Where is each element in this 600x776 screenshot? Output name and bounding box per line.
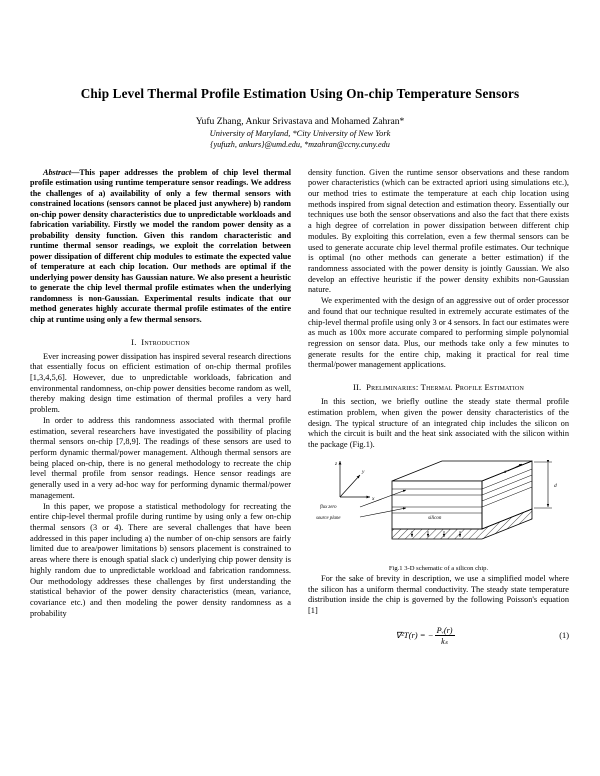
abstract-label: Abstract—: [43, 167, 80, 177]
chip-schematic-svg: [308, 459, 569, 563]
abstract-text: This paper addresses the problem of chip level thermal profile estimation using runtime temperature sensor readings. We address the challenges of a) availability of only a few thermal sensors with constrained locations (sensors cannot be placed just anywhere) b) random on-chip power density characteristics due to unpredictable workloads and fabrication variability. Firstly we model the random power density as a probability density function. Given this random characteristic and runtime thermal sensor readings, we exploit the correlation between power dissipation of different chip modules to estimate the expected value of temperature at each chip location. Our methods are optimal if the underlying power density has Gaussian nature. We also present a heuristic to generate the chip level thermal profile estimates when the underlying randomness is non-Gaussian. Experimental results indicate that our method generates highly accurate thermal profile estimates of the entire chip at runtime using only a few thermal sensors.: [30, 167, 291, 324]
equation-1-fraction: [435, 626, 455, 646]
section-number-2: II.: [352, 382, 362, 393]
figure-thickness-label: d: [554, 482, 557, 489]
axes-group: [340, 461, 370, 497]
section-title: Introduction: [141, 336, 190, 347]
axis-label-y: y: [362, 468, 365, 475]
axis-label-z: z: [335, 460, 338, 467]
section-heading-introduction: [30, 337, 291, 347]
affiliation-line: University of Maryland, *City University of New York: [209, 128, 391, 138]
axis-label-x: x: [372, 495, 375, 502]
intro-paragraph-2: In order to address this randomness associated with thermal profile estimation, several researchers have investigated the possibility of placing thermal sensors on-chip [7,8,9]. The readings of these sensors are used to perform dynamic thermal/power management. Although thermal sensors are being placed on-chip, there is no general methodology to recreate the chip level thermal profile from sensor readings. Hence sensor readings are generally used in a very ad-hoc way for performing dynamic thermal/power management.: [30, 415, 291, 500]
intro-paragraph-1: Ever increasing power dissipation has inspired several research directions that essentially focus on efficient estimation of on-chip thermal profiles [1,3,4,5,6]. However, due to unpredictable workloads, fabrication and environmental randomness, on-chip power densities become random as well, thereby making design time estimation of thermal profiles a very hard problem.: [30, 351, 291, 415]
prelim-paragraph-1: In this section, we briefly outline the steady state thermal profile estimation problem, when given the power density characteristics of the design. The typical structure of an integrated chip includes the silicon on which the circuit is built and the heat sink associated with the silicon within the package (Fig.1).: [308, 397, 569, 450]
equation-1-row: [308, 626, 569, 646]
right-column: [308, 168, 569, 646]
section-heading-preliminaries: [308, 382, 569, 392]
figure-1-caption: Fig.1 3-D schematic of a silicon chip.: [388, 564, 489, 572]
figure-edge-label: a: [504, 469, 507, 475]
left-column: [30, 168, 291, 646]
equation-1-numerator: Pᵥ(r): [436, 625, 453, 635]
intro-paragraph-3: In this paper, we propose a statistical methodology for recreating the entire chip-level thermal profile during runtime by using only a few on-chip thermal sensors (3 or 4). There are several challenges that have been addressed in this paper including a) the number of on-chip sensors are fairly limited due to area/power limitations b) sensors placement is constrained to areas where there is enough spatial slack c) underlying chip power density is highly random due to unpredictable workload and fabrication randomness. Our methodology addresses these challenges by first understanding the statistical behavior of the power density characteristics (mean, variance, covariance etc.) and then modeling the power density randomness as a probability: [30, 501, 291, 618]
intro-paragraph-4: We experimented with the design of an aggressive out of order processor and found that our technique resulted in extremely accurate estimates of the chip-level thermal profile using only 3 or 4 sensors. In fact our estimates were as much as 100x more accurate compared to performing simple polynomial regression on sensor data. Plus, our methods take only a few minutes to generate results for the entire chip, making it practical for real time thermal/power management applications.: [308, 296, 569, 370]
figure-inner-label: silicon: [428, 515, 442, 521]
title-block: [0, 0, 600, 151]
chip-front-face: [392, 481, 482, 529]
equation-1-denominator: kₛ: [441, 636, 448, 646]
callout-label-source-plane: source plane: [316, 515, 341, 521]
abstract-paragraph: [30, 168, 291, 326]
equation-1-lhs: ∇²T(r) = −: [395, 629, 434, 640]
author-list: Yufu Zhang, Ankur Srivastava and Mohamed Zahran*: [195, 115, 405, 127]
intro-paragraph-3-continued: density function. Given the runtime sensor observations and these random power characteristics (which can be extracted apriori using simulations etc.), our method tries to estimate the temperature at each chip location using methods inspired from signal detection and estimation theory. Essentially our techniques use both the sensor observations and also the fact that there exists a high degree of correlation in power dissipation between different chip modules. By exploiting this correlation, even a few thermal sensors can be used to generate accurate chip level thermal profile estimates. Our technique is optimal (no other methods can generate a better estimation) if the randomness associated with the power density is jointly Gaussian. We also develop an effective heuristic if the power density exhibits non-Gaussian nature.: [308, 167, 569, 295]
page-title: Chip Level Thermal Profile Estimation Using On-chip Temperature Sensors: [80, 86, 520, 101]
chip-top-face: [392, 461, 532, 481]
two-column-body: [0, 168, 600, 646]
section-title-2: Preliminaries: Thermal Profile Estimation: [366, 382, 525, 393]
callout-label-flux-zero: flux zero: [320, 504, 337, 510]
figure-1: [308, 459, 569, 572]
section-number: I.: [131, 336, 137, 347]
email-line: {yufuzh, ankurs}@umd.edu, *mzahran@ccny.cuny.edu: [210, 139, 390, 149]
dimension-d: [534, 462, 552, 508]
figure-1-canvas: [308, 459, 569, 563]
prelim-paragraph-2: For the sake of brevity in description, we use a simplified model where the silicon has a uniform thermal conductivity. The steady state temperature distribution inside the chip is governed by the following Poisson's equation [1]: [308, 573, 569, 615]
equation-1-number: (1): [559, 631, 569, 641]
equation-1-body: [308, 626, 543, 646]
